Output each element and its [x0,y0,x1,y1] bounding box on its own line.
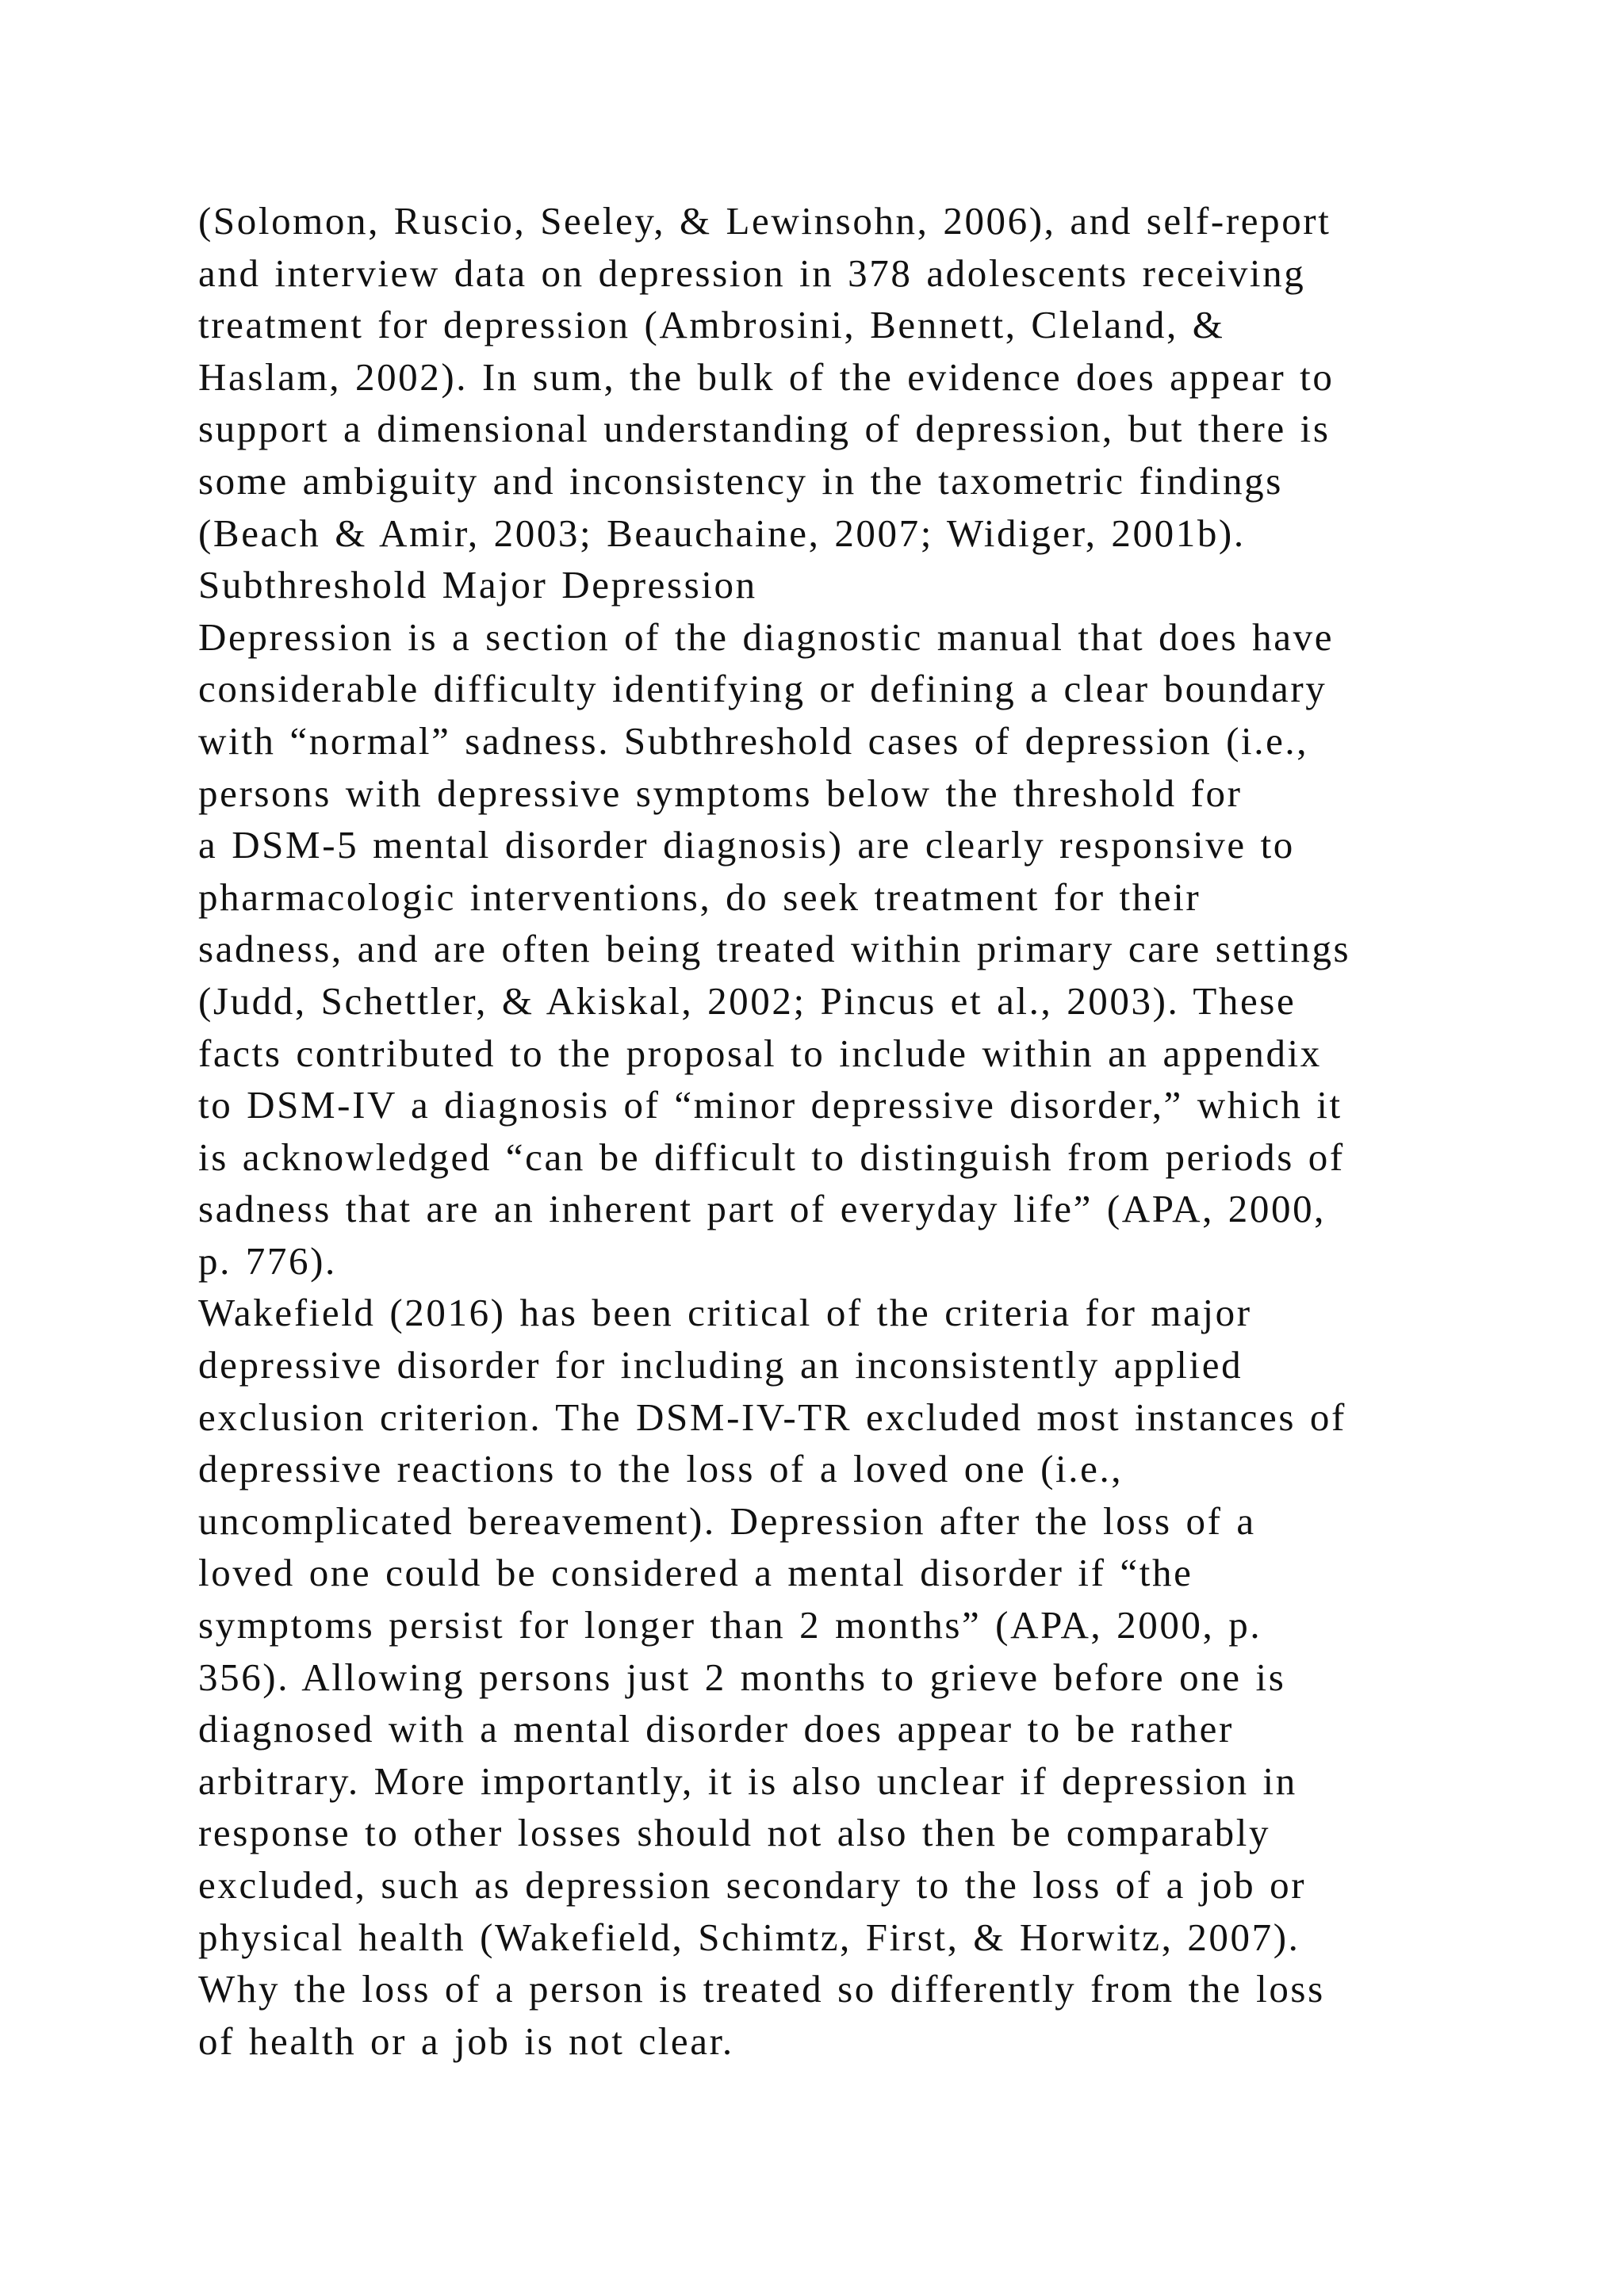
text-line: p. 776). [198,1238,337,1283]
text-line: with “normal” sadness. Subthreshold cases of depression (i.e., [198,718,1309,763]
text-line: response to other losses should not also then be comparably [198,1811,1271,1855]
text-line: some ambiguity and inconsistency in the taxometric findings [198,458,1283,503]
text-line: facts contributed to the proposal to include within an appendix [198,1031,1322,1075]
text-line: exclusion criterion. The DSM-IV-TR excluded most instances of [198,1395,1346,1439]
text-line: (Solomon, Ruscio, Seeley, & Lewinsohn, 2006), and self-report [198,199,1331,243]
text-line: treatment for depression (Ambrosini, Bennett, Cleland, & [198,303,1225,347]
text-line: Haslam, 2002). In sum, the bulk of the evidence does appear to [198,354,1335,399]
body-text [198,195,1467,2067]
text-line: depressive disorder for including an inconsistently applied [198,1343,1243,1387]
text-line: of health or a job is not clear. [198,2019,734,2063]
text-line: to DSM-IV a diagnosis of “minor depressive disorder,” which it [198,1083,1342,1127]
text-line: loved one could be considered a mental disorder if “the [198,1551,1193,1595]
text-line: (Judd, Schettler, & Akiskal, 2002; Pincus et al., 2003). These [198,978,1297,1023]
section-heading: Subthreshold Major Depression [198,563,757,607]
text-line: physical health (Wakefield, Schimtz, First, & Horwitz, 2007). [198,1915,1300,1959]
text-line: pharmacologic interventions, do seek treatment for their [198,874,1201,919]
text-line: and interview data on depression in 378 adolescents receiving [198,251,1306,295]
text-line: symptoms persist for longer than 2 months” (APA, 2000, p. [198,1603,1262,1647]
text-line: Depression is a section of the diagnostic manual that does have [198,614,1335,659]
text-line: considerable difficulty identifying or defining a clear boundary [198,667,1327,711]
text-line: support a dimensional understanding of depression, but there is [198,407,1331,451]
text-line: sadness that are an inherent part of everyday life” (APA, 2000, [198,1187,1327,1231]
text-line: uncomplicated bereavement). Depression after the loss of a [198,1498,1256,1543]
text-line: Wakefield (2016) has been critical of the criteria for major [198,1291,1252,1335]
text-line: is acknowledged “can be difficult to distinguish from periods of [198,1135,1345,1179]
text-line: diagnosed with a mental disorder does appear to be rather [198,1707,1234,1751]
text-line: (Beach & Amir, 2003; Beauchaine, 2007; Widiger, 2001b). [198,511,1246,555]
text-line: 356). Allowing persons just 2 months to grieve before one is [198,1655,1286,1699]
text-line: arbitrary. More importantly, it is also unclear if depression in [198,1758,1297,1803]
text-line: persons with depressive symptoms below the threshold for [198,771,1243,815]
text-line: depressive reactions to the loss of a loved one (i.e., [198,1447,1124,1491]
text-line: excluded, such as depression secondary to the loss of a job or [198,1863,1307,1907]
text-line: Why the loss of a person is treated so differently from the loss [198,1967,1325,2011]
text-line: a DSM-5 mental disorder diagnosis) are clearly responsive to [198,823,1295,867]
text-line: sadness, and are often being treated within primary care settings [198,927,1351,971]
